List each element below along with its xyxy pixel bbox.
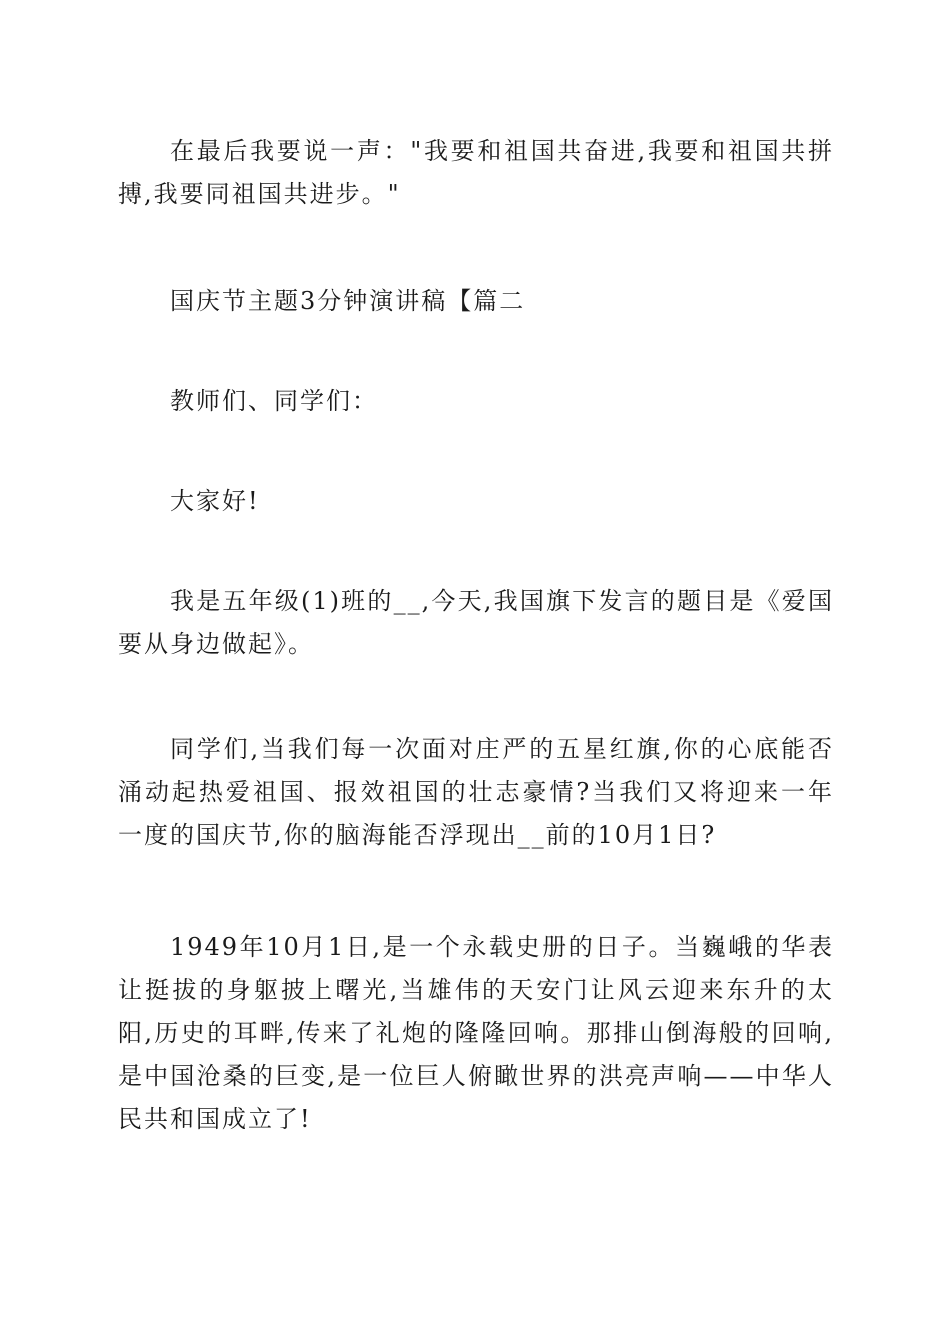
section-heading: 国庆节主题3分钟演讲稿【篇二	[170, 287, 526, 315]
greeting-hello: 大家好!	[170, 487, 260, 515]
body-paragraph-question: 同学们,当我们每一次面对庄严的五星红旗,你的心底能否涌动起热爱祖国、报效祖国的壮志豪情?当我们又将迎来一年一度的国庆节,你的脑海能否浮现出__前的10月1日?	[118, 735, 834, 849]
intro-paragraph: 我是五年级(1)班的__,今天,我国旗下发言的题目是《爱国要从身边做起》。	[118, 587, 834, 658]
closing-paragraph: 在最后我要说一声："我要和祖国共奋进,我要和祖国共拼搏,我要同祖国共进步。"	[118, 137, 834, 208]
greeting-teachers-students: 教师们、同学们：	[170, 387, 378, 415]
body-paragraph-history: 1949年10月1日,是一个永载史册的日子。当巍峨的华表让挺拔的身躯披上曙光,当雄伟的天安门让风云迎来东升的太阳,历史的耳畔,传来了礼炮的隆隆回响。那排山倒海般的回响,是中国沧桑的巨变,是一位巨人俯瞰世界的洪亮声响——中华人民共和国成立了!	[118, 933, 834, 1133]
